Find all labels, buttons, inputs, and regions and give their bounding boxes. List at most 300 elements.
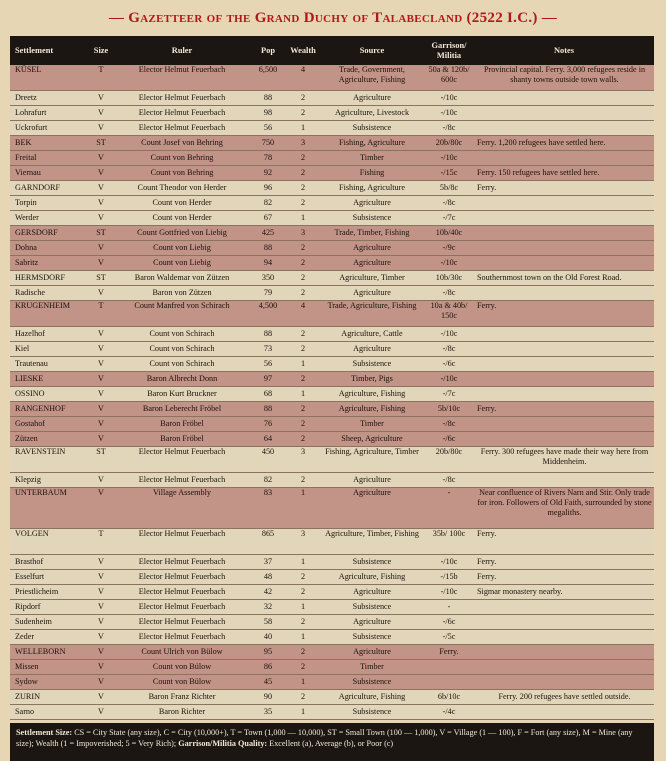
cell-ruler: Elector Helmut Feuerbach: [114, 630, 250, 645]
cell-settlement: Brasthof: [10, 555, 88, 570]
table-row: [10, 660, 654, 675]
cell-source: Subsistence: [320, 600, 424, 615]
cell-garrison: 10b/30c: [424, 271, 474, 286]
cell-pop: 97: [250, 372, 286, 387]
cell-wealth: 2: [286, 417, 320, 432]
cell-size: V: [88, 690, 114, 705]
cell-wealth: 2: [286, 660, 320, 675]
cell-source: Agriculture, Fishing: [320, 387, 424, 402]
cell-wealth: 1: [286, 357, 320, 372]
page-title: — Gazetteer of the Grand Duchy of Talabecland (2522 I.C.) —: [108, 10, 558, 26]
cell-ruler: Count Josef von Behring: [114, 136, 250, 151]
cell-wealth: 2: [286, 615, 320, 630]
cell-size: V: [88, 151, 114, 166]
cell-settlement: Kiel: [10, 342, 88, 357]
cell-ruler: Elector Helmut Feuerbach: [114, 615, 250, 630]
cell-source: Agriculture: [320, 91, 424, 106]
table-row: [10, 65, 654, 91]
cell-settlement: Freital: [10, 151, 88, 166]
cell-source: Subsistence: [320, 705, 424, 720]
table-row: [10, 585, 654, 600]
cell-pop: 42: [250, 585, 286, 600]
cell-ruler: Count Theodor von Herder: [114, 181, 250, 196]
table-row: [10, 705, 654, 720]
cell-wealth: 2: [286, 196, 320, 211]
cell-wealth: 1: [286, 600, 320, 615]
col-header-notes: Notes: [474, 36, 654, 65]
cell-source: Agriculture: [320, 585, 424, 600]
cell-notes: [474, 121, 654, 136]
cell-pop: 45: [250, 675, 286, 690]
cell-source: Agriculture: [320, 488, 424, 529]
cell-size: V: [88, 256, 114, 271]
cell-garrison: Ferry.: [424, 645, 474, 660]
cell-pop: 67: [250, 211, 286, 226]
cell-settlement: Werder: [10, 211, 88, 226]
cell-size: V: [88, 675, 114, 690]
cell-wealth: 2: [286, 473, 320, 488]
cell-source: Agriculture: [320, 473, 424, 488]
cell-settlement: Gostahof: [10, 417, 88, 432]
table-row: [10, 417, 654, 432]
cell-notes: Ferry.: [474, 181, 654, 196]
cell-ruler: Elector Helmut Feuerbach: [114, 529, 250, 555]
cell-notes: [474, 630, 654, 645]
cell-size: V: [88, 106, 114, 121]
cell-pop: 37: [250, 555, 286, 570]
cell-garrison: [424, 675, 474, 690]
col-header-wealth: Wealth: [286, 36, 320, 65]
cell-source: Subsistence: [320, 357, 424, 372]
table-row: [10, 402, 654, 417]
cell-notes: [474, 226, 654, 241]
table-row: [10, 357, 654, 372]
table-row: [10, 342, 654, 357]
cell-notes: Ferry. 1,200 refugees have settled here.: [474, 136, 654, 151]
cell-notes: [474, 705, 654, 720]
cell-settlement: UNTERBAUM: [10, 488, 88, 529]
cell-notes: [474, 372, 654, 387]
cell-ruler: Count von Bülow: [114, 675, 250, 690]
cell-wealth: 2: [286, 327, 320, 342]
cell-ruler: Count Gottfried von Liebig: [114, 226, 250, 241]
table-row: [10, 615, 654, 630]
cell-garrison: -/8c: [424, 121, 474, 136]
cell-garrison: -/6c: [424, 432, 474, 447]
cell-pop: 78: [250, 151, 286, 166]
col-header-pop: Pop: [250, 36, 286, 65]
cell-ruler: Count Ulrich von Bülow: [114, 645, 250, 660]
cell-source: Sheep, Agriculture: [320, 432, 424, 447]
cell-ruler: Baron Kurt Bruckner: [114, 387, 250, 402]
cell-source: Agriculture: [320, 241, 424, 256]
cell-wealth: 2: [286, 271, 320, 286]
cell-settlement: Hazelhof: [10, 327, 88, 342]
cell-ruler: Village Assembly: [114, 488, 250, 529]
cell-settlement: Uckrofurt: [10, 121, 88, 136]
cell-settlement: Klepzig: [10, 473, 88, 488]
cell-garrison: -/8c: [424, 286, 474, 301]
cell-pop: 95: [250, 645, 286, 660]
legend-footer: [10, 723, 654, 761]
cell-source: Timber, Pigs: [320, 372, 424, 387]
cell-source: Agriculture: [320, 645, 424, 660]
cell-wealth: 3: [286, 447, 320, 473]
cell-settlement: Esselfurt: [10, 570, 88, 585]
cell-source: Agriculture, Fishing: [320, 570, 424, 585]
cell-wealth: 3: [286, 529, 320, 555]
cell-settlement: Missen: [10, 660, 88, 675]
cell-garrison: -/6c: [424, 615, 474, 630]
cell-wealth: 2: [286, 166, 320, 181]
cell-garrison: -/15c: [424, 166, 474, 181]
cell-source: Subsistence: [320, 121, 424, 136]
cell-size: V: [88, 342, 114, 357]
cell-settlement: GERSDORF: [10, 226, 88, 241]
cell-garrison: -/7c: [424, 387, 474, 402]
col-header-settlement: Settlement: [10, 36, 88, 65]
col-header-ruler: Ruler: [114, 36, 250, 65]
cell-ruler: Baron von Zützen: [114, 286, 250, 301]
table-row: [10, 196, 654, 211]
cell-pop: 83: [250, 488, 286, 529]
cell-ruler: Count von Schirach: [114, 357, 250, 372]
cell-source: Agriculture: [320, 256, 424, 271]
cell-garrison: -/10c: [424, 256, 474, 271]
cell-settlement: KÜSEL: [10, 65, 88, 91]
table-row: [10, 630, 654, 645]
cell-source: Subsistence: [320, 675, 424, 690]
cell-settlement: RAVENSTEIN: [10, 447, 88, 473]
cell-notes: [474, 357, 654, 372]
cell-notes: [474, 660, 654, 675]
cell-wealth: 1: [286, 630, 320, 645]
cell-garrison: -/15b: [424, 570, 474, 585]
cell-source: Agriculture: [320, 615, 424, 630]
table-row: [10, 91, 654, 106]
cell-pop: 58: [250, 615, 286, 630]
cell-size: ST: [88, 136, 114, 151]
cell-notes: Ferry.: [474, 529, 654, 555]
cell-wealth: 1: [286, 387, 320, 402]
cell-wealth: 1: [286, 555, 320, 570]
cell-pop: 4,500: [250, 301, 286, 327]
cell-pop: 865: [250, 529, 286, 555]
col-header-size: Size: [88, 36, 114, 65]
cell-source: Trade, Agriculture, Fishing: [320, 301, 424, 327]
table-row: [10, 488, 654, 529]
cell-size: V: [88, 660, 114, 675]
cell-source: Agriculture, Timber, Fishing: [320, 529, 424, 555]
legend-size-text: CS = City State (any size), C = City (10,000+), T = Town (1,000 — 10,000), ST = Small Town (100 — 1,000), V = Village (1 — 100), F = Fort (any size), M = Mine (any size); Wealth (1 = Impoverished; 5 = Very Rich);: [16, 728, 633, 748]
cell-pop: 82: [250, 473, 286, 488]
cell-settlement: OSSINO: [10, 387, 88, 402]
cell-settlement: Viernau: [10, 166, 88, 181]
table-row: [10, 600, 654, 615]
cell-source: Agriculture, Fishing: [320, 690, 424, 705]
cell-wealth: 2: [286, 372, 320, 387]
cell-ruler: Elector Helmut Feuerbach: [114, 585, 250, 600]
cell-wealth: 2: [286, 151, 320, 166]
cell-source: Agriculture: [320, 196, 424, 211]
cell-ruler: Count von Behring: [114, 166, 250, 181]
cell-settlement: Sydow: [10, 675, 88, 690]
table-row: [10, 432, 654, 447]
cell-source: Agriculture, Fishing: [320, 402, 424, 417]
cell-garrison: 5b/8c: [424, 181, 474, 196]
cell-source: Timber: [320, 417, 424, 432]
cell-notes: [474, 342, 654, 357]
cell-source: Agriculture, Timber: [320, 271, 424, 286]
cell-ruler: Count von Herder: [114, 211, 250, 226]
cell-notes: [474, 417, 654, 432]
cell-settlement: ZURIN: [10, 690, 88, 705]
cell-pop: 32: [250, 600, 286, 615]
cell-pop: 40: [250, 630, 286, 645]
cell-ruler: Elector Helmut Feuerbach: [114, 121, 250, 136]
cell-source: Subsistence: [320, 555, 424, 570]
cell-notes: [474, 387, 654, 402]
table-row: [10, 211, 654, 226]
cell-pop: 425: [250, 226, 286, 241]
cell-pop: 90: [250, 690, 286, 705]
cell-ruler: Elector Helmut Feuerbach: [114, 65, 250, 91]
cell-size: V: [88, 488, 114, 529]
cell-garrison: 10a & 40b/ 150c: [424, 301, 474, 327]
table-row: [10, 327, 654, 342]
cell-source: Trade, Government, Agriculture, Fishing: [320, 65, 424, 91]
cell-ruler: Count von Bülow: [114, 660, 250, 675]
table-row: [10, 690, 654, 705]
cell-wealth: 2: [286, 402, 320, 417]
cell-garrison: 20b/80c: [424, 447, 474, 473]
cell-settlement: Sarno: [10, 705, 88, 720]
cell-wealth: 2: [286, 181, 320, 196]
table-row: [10, 181, 654, 196]
cell-ruler: Count von Herder: [114, 196, 250, 211]
cell-notes: [474, 91, 654, 106]
cell-settlement: BEK: [10, 136, 88, 151]
cell-garrison: -/10c: [424, 327, 474, 342]
cell-size: V: [88, 585, 114, 600]
table-row: [10, 271, 654, 286]
cell-settlement: RANGENHOF: [10, 402, 88, 417]
cell-garrison: 5b/10c: [424, 402, 474, 417]
cell-size: V: [88, 402, 114, 417]
cell-settlement: WELLEBORN: [10, 645, 88, 660]
cell-settlement: LIESKE: [10, 372, 88, 387]
cell-size: ST: [88, 447, 114, 473]
col-header-source: Source: [320, 36, 424, 65]
cell-pop: 94: [250, 256, 286, 271]
cell-settlement: VOLGEN: [10, 529, 88, 555]
cell-source: Agriculture, Cattle: [320, 327, 424, 342]
cell-ruler: Count von Behring: [114, 151, 250, 166]
cell-ruler: Count Manfred von Schirach: [114, 301, 250, 327]
cell-wealth: 2: [286, 645, 320, 660]
cell-ruler: Elector Helmut Feuerbach: [114, 106, 250, 121]
cell-pop: 96: [250, 181, 286, 196]
cell-size: ST: [88, 226, 114, 241]
cell-notes: [474, 151, 654, 166]
table-row: [10, 121, 654, 136]
cell-settlement: Ripdorf: [10, 600, 88, 615]
table-row: [10, 473, 654, 488]
cell-notes: [474, 645, 654, 660]
cell-ruler: Elector Helmut Feuerbach: [114, 447, 250, 473]
cell-wealth: 1: [286, 675, 320, 690]
cell-size: T: [88, 529, 114, 555]
cell-notes: Sigmar monastery nearby.: [474, 585, 654, 600]
cell-size: V: [88, 286, 114, 301]
cell-source: Agriculture: [320, 342, 424, 357]
cell-notes: [474, 600, 654, 615]
cell-notes: [474, 196, 654, 211]
table-row: [10, 447, 654, 473]
cell-source: Fishing, Agriculture: [320, 136, 424, 151]
cell-notes: Ferry.: [474, 570, 654, 585]
cell-ruler: Count von Liebig: [114, 241, 250, 256]
cell-size: V: [88, 615, 114, 630]
cell-size: V: [88, 570, 114, 585]
cell-garrison: 50a & 120b/ 600c: [424, 65, 474, 91]
cell-settlement: Lohrafurt: [10, 106, 88, 121]
table-body: [10, 65, 654, 720]
cell-size: V: [88, 327, 114, 342]
cell-source: Fishing: [320, 166, 424, 181]
cell-ruler: Elector Helmut Feuerbach: [114, 600, 250, 615]
cell-wealth: 2: [286, 106, 320, 121]
cell-notes: [474, 241, 654, 256]
cell-size: V: [88, 387, 114, 402]
cell-notes: [474, 473, 654, 488]
cell-notes: Southernmost town on the Old Forest Road.: [474, 271, 654, 286]
cell-ruler: Baron Franz Richter: [114, 690, 250, 705]
cell-ruler: Count von Schirach: [114, 327, 250, 342]
cell-pop: 73: [250, 342, 286, 357]
cell-notes: Ferry. 150 refugees have settled here.: [474, 166, 654, 181]
table-row: [10, 529, 654, 555]
table-header-row: [10, 36, 654, 65]
cell-source: Timber: [320, 151, 424, 166]
cell-settlement: Zützen: [10, 432, 88, 447]
cell-garrison: -/8c: [424, 473, 474, 488]
cell-notes: [474, 106, 654, 121]
legend-garrison-text: Excellent (a), Average (b), or Poor (c): [267, 739, 394, 748]
cell-notes: [474, 675, 654, 690]
cell-pop: 68: [250, 387, 286, 402]
table-row: [10, 372, 654, 387]
cell-size: V: [88, 630, 114, 645]
cell-size: V: [88, 196, 114, 211]
cell-size: V: [88, 645, 114, 660]
cell-garrison: [424, 660, 474, 675]
cell-pop: 79: [250, 286, 286, 301]
cell-pop: 88: [250, 91, 286, 106]
cell-notes: [474, 432, 654, 447]
cell-source: Trade, Timber, Fishing: [320, 226, 424, 241]
cell-garrison: -: [424, 600, 474, 615]
cell-size: V: [88, 555, 114, 570]
cell-garrison: -/8c: [424, 417, 474, 432]
cell-wealth: 2: [286, 570, 320, 585]
cell-wealth: 2: [286, 342, 320, 357]
cell-source: Subsistence: [320, 211, 424, 226]
cell-pop: 6,500: [250, 65, 286, 91]
cell-wealth: 2: [286, 286, 320, 301]
table-row: [10, 570, 654, 585]
cell-ruler: Baron Waldemar von Zützen: [114, 271, 250, 286]
cell-settlement: Dohna: [10, 241, 88, 256]
cell-garrison: -/10c: [424, 106, 474, 121]
cell-garrison: -/10c: [424, 372, 474, 387]
cell-notes: [474, 256, 654, 271]
cell-garrison: -/10c: [424, 585, 474, 600]
cell-size: V: [88, 91, 114, 106]
cell-pop: 56: [250, 357, 286, 372]
cell-wealth: 2: [286, 432, 320, 447]
cell-garrison: 35b/ 100c: [424, 529, 474, 555]
table-row: [10, 226, 654, 241]
cell-settlement: Zeder: [10, 630, 88, 645]
cell-wealth: 1: [286, 211, 320, 226]
table-row: [10, 136, 654, 151]
table-row: [10, 151, 654, 166]
cell-source: Fishing, Agriculture, Timber: [320, 447, 424, 473]
cell-wealth: 3: [286, 226, 320, 241]
cell-garrison: -/6c: [424, 357, 474, 372]
cell-pop: 88: [250, 241, 286, 256]
cell-size: ST: [88, 271, 114, 286]
cell-notes: Ferry.: [474, 555, 654, 570]
cell-ruler: Count von Schirach: [114, 342, 250, 357]
cell-size: V: [88, 473, 114, 488]
cell-ruler: Baron Fröbel: [114, 417, 250, 432]
col-header-garrison: Garrison/ Militia: [424, 36, 474, 65]
cell-notes: Near confluence of Rivers Narn and Stir. Only trade for iron. Followers of Old Faith, surrounded by stone megaliths.: [474, 488, 654, 529]
cell-settlement: Sabritz: [10, 256, 88, 271]
cell-notes: Provincial capital. Ferry. 3,000 refugees reside in shanty towns outside town walls.: [474, 65, 654, 91]
cell-garrison: 6b/10c: [424, 690, 474, 705]
cell-pop: 88: [250, 402, 286, 417]
cell-size: V: [88, 432, 114, 447]
cell-wealth: 4: [286, 65, 320, 91]
cell-settlement: Priestlicheim: [10, 585, 88, 600]
cell-pop: 92: [250, 166, 286, 181]
cell-wealth: 2: [286, 241, 320, 256]
cell-settlement: Trautenau: [10, 357, 88, 372]
cell-wealth: 3: [286, 136, 320, 151]
cell-notes: Ferry. 300 refugees have made their way here from Middenheim.: [474, 447, 654, 473]
cell-ruler: Baron Albrecht Donn: [114, 372, 250, 387]
cell-size: V: [88, 121, 114, 136]
cell-garrison: -/8c: [424, 342, 474, 357]
cell-source: Agriculture: [320, 286, 424, 301]
table-row: [10, 241, 654, 256]
cell-garrison: 20b/80c: [424, 136, 474, 151]
cell-notes: [474, 211, 654, 226]
table-row: [10, 555, 654, 570]
cell-size: V: [88, 166, 114, 181]
cell-settlement: Torpin: [10, 196, 88, 211]
cell-ruler: Elector Helmut Feuerbach: [114, 555, 250, 570]
cell-settlement: Radische: [10, 286, 88, 301]
cell-notes: [474, 286, 654, 301]
cell-size: V: [88, 181, 114, 196]
cell-pop: 750: [250, 136, 286, 151]
cell-size: V: [88, 600, 114, 615]
cell-settlement: HERMSDORF: [10, 271, 88, 286]
